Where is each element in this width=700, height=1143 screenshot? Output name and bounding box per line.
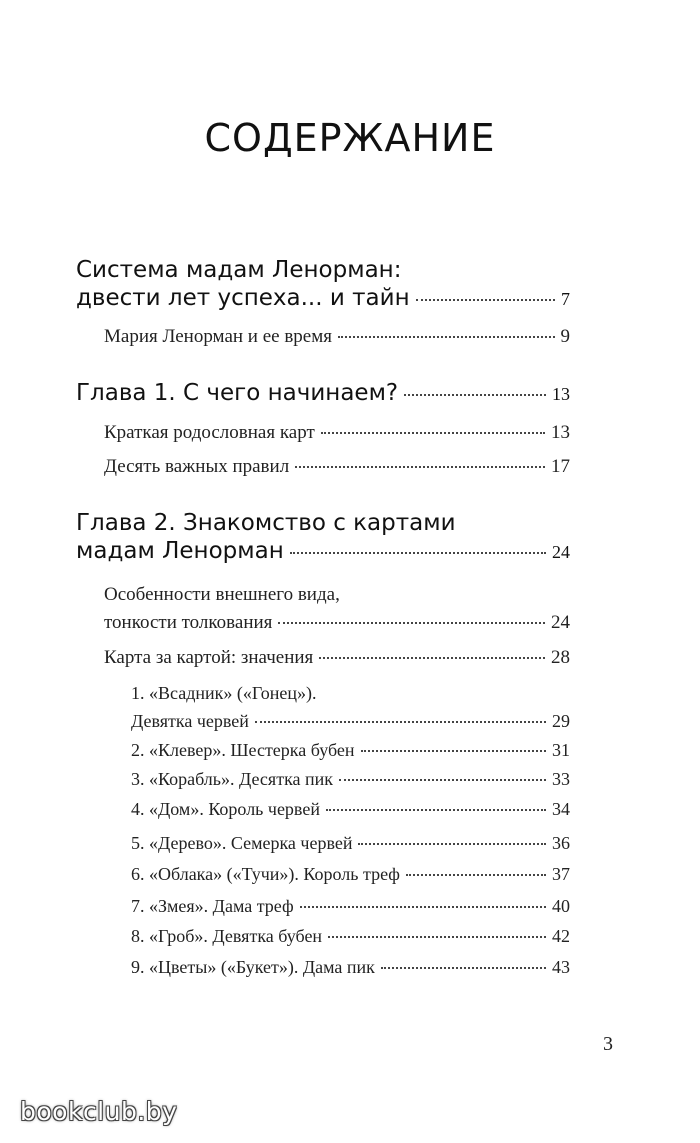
toc-entry[interactable] (104, 584, 570, 634)
toc-entry[interactable] (76, 257, 570, 311)
dot-leader (338, 336, 555, 338)
toc-entry-page: 13 (552, 384, 570, 404)
toc-entry-page: 40 (552, 896, 570, 916)
toc-entry-page: 42 (552, 926, 570, 946)
dot-leader (416, 299, 555, 301)
toc-entry[interactable] (76, 380, 570, 406)
dot-leader (255, 721, 546, 723)
toc-entry-page: 37 (552, 864, 570, 884)
toc-entry-title: 6. «Облака» («Тучи»). Король треф (131, 864, 400, 884)
toc-entry-page: 36 (552, 833, 570, 853)
toc-entry[interactable] (104, 422, 570, 444)
toc-entry-title: двести лет успеха... и тайн (76, 285, 410, 311)
toc-entry-page: 7 (561, 289, 570, 309)
dot-leader (300, 906, 546, 908)
watermark: bookclub.by (20, 1097, 178, 1126)
toc-entry-page: 28 (551, 647, 570, 668)
toc-entry-title: 1. «Всадник» («Гонец»). (131, 683, 317, 703)
dot-leader (361, 750, 546, 752)
toc-entry-title: 7. «Змея». Дама треф (131, 896, 294, 916)
toc-entry-title: 4. «Дом». Король червей (131, 799, 320, 819)
dot-leader (358, 843, 546, 845)
toc-entry-title: Краткая родословная карт (104, 422, 315, 443)
toc-entry-page: 17 (551, 456, 570, 477)
toc-entry-title: тонкости толкования (104, 612, 273, 633)
dot-leader (339, 779, 546, 781)
dot-leader (381, 967, 546, 969)
toc-entry[interactable] (131, 896, 570, 917)
toc-entry[interactable] (131, 957, 570, 978)
page-number: 3 (603, 1033, 613, 1055)
toc-entry-title: 5. «Дерево». Семерка червей (131, 833, 353, 853)
dot-leader (290, 552, 546, 554)
toc-entry-page: 13 (551, 422, 570, 443)
dot-leader (406, 874, 546, 876)
toc-entry-page: 29 (552, 711, 570, 731)
toc-entry[interactable] (131, 833, 570, 854)
toc-entry-title: 3. «Корабль». Десятка пик (131, 769, 334, 789)
toc-entry-page: 24 (552, 542, 570, 562)
toc-entry-title: Десять важных правил (104, 456, 290, 477)
toc-entry-title: Особенности внешнего вида, (104, 584, 340, 605)
toc-entry[interactable] (131, 683, 570, 732)
toc-entry[interactable] (131, 799, 570, 820)
toc-entry-title: 9. «Цветы» («Букет»). Дама пик (131, 957, 375, 977)
toc-entry-page: 34 (552, 799, 570, 819)
toc-entry-title: Карта за картой: значения (104, 647, 314, 668)
dot-leader (321, 432, 545, 434)
toc-entry[interactable] (104, 456, 570, 478)
dot-leader (278, 622, 545, 624)
dot-leader (404, 394, 546, 396)
toc-entry[interactable] (131, 769, 570, 790)
dot-leader (319, 657, 545, 659)
toc-entry-title: Глава 1. С чего начинаем? (76, 380, 399, 406)
toc-entry-page: 9 (560, 326, 570, 347)
dot-leader (328, 936, 546, 938)
toc-entry-title: Система мадам Ленорман: (76, 257, 402, 283)
toc-entry[interactable] (131, 926, 570, 947)
toc-entry-title: Мария Ленорман и ее время (104, 326, 332, 347)
toc-entry[interactable] (104, 647, 570, 669)
toc-entry[interactable] (104, 326, 570, 348)
toc-entry-title: мадам Ленорман (76, 538, 284, 564)
dot-leader (326, 809, 546, 811)
toc-entry[interactable] (131, 864, 570, 885)
toc-entry[interactable] (131, 740, 570, 761)
toc-entry-page: 43 (552, 957, 570, 977)
toc-entry-page: 31 (552, 740, 570, 760)
toc-entry-title: Девятка червей (131, 711, 249, 731)
toc-entry-page: 24 (551, 612, 570, 633)
toc-entry[interactable] (76, 510, 570, 564)
toc-entry-page: 33 (552, 769, 570, 789)
toc-entry-title: 2. «Клевер». Шестерка бубен (131, 740, 355, 760)
dot-leader (295, 466, 545, 468)
page-title: СОДЕРЖАНИЕ (204, 116, 496, 160)
toc-entry-title: 8. «Гроб». Девятка бубен (131, 926, 323, 946)
toc-entry-title: Глава 2. Знакомство с картами (76, 510, 456, 536)
